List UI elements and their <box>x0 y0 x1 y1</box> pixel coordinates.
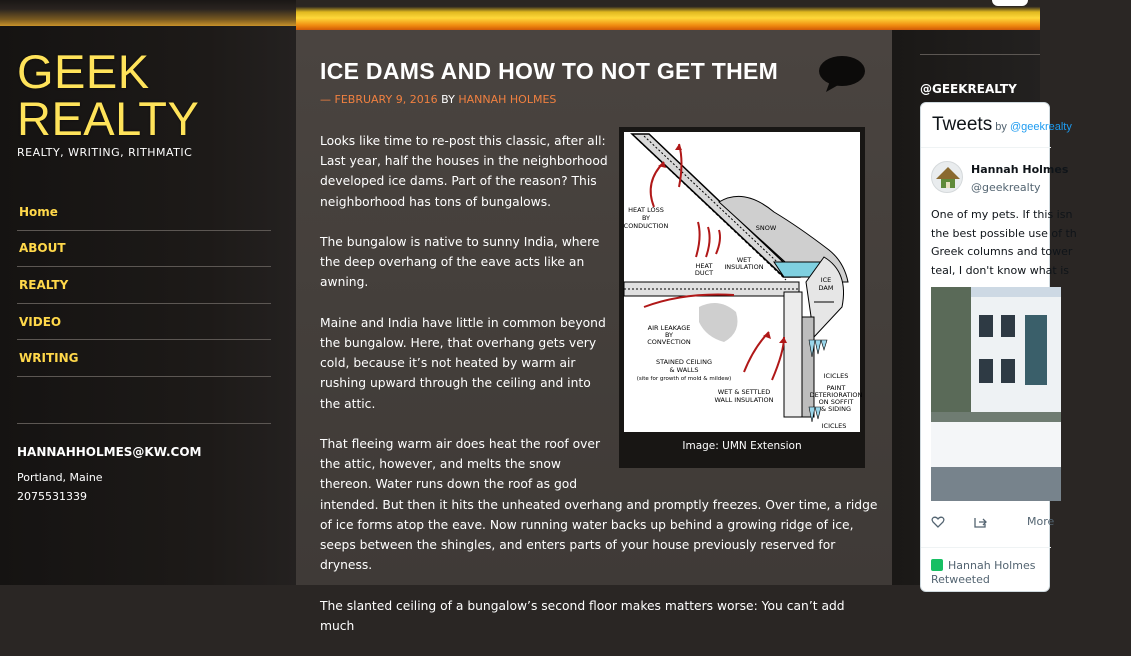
retweet-name[interactable]: Hannah Holmes <box>948 559 1036 572</box>
tweet-line-3: Greek columns and tower <box>931 245 1073 258</box>
tweet-text <box>931 206 1131 280</box>
label-paint-1: PAINT <box>826 384 846 392</box>
tweet-photo[interactable] <box>931 287 1061 501</box>
post-meta <box>320 93 556 106</box>
label-stained-1: STAINED CEILING <box>656 358 712 366</box>
post-paragraph-1: Looks like time to re-post this classic, after all: Last year, half the houses in the neighborhood developed ice dams. Part of the reason? This neighborhood has tons of bungalows. <box>320 134 608 209</box>
nav-link-writing[interactable]: WRITING <box>19 351 79 366</box>
tweets-separator <box>921 147 1051 148</box>
contact-phone: 2075531339 <box>17 490 87 503</box>
label-heat-loss-3: CONDUCTION <box>623 222 669 230</box>
top-gradient-left <box>0 0 296 26</box>
label-heat-duct-2: DUCT <box>694 269 714 277</box>
house-logo-icon <box>932 162 964 194</box>
figure-caption: Image: UMN Extension <box>682 440 802 452</box>
label-air-leakage-2: BY <box>664 331 674 339</box>
post-paragraph-5: The slanted ceiling of a bungalow’s second floor makes matters worse: You can’t add much <box>320 598 845 633</box>
post-paragraph-3: Maine and India have little in common beyond the bungalow. Here, that overhang gets very cold, because it’s not heated by warm air rushing upward through the ceiling and into the attic. <box>320 315 606 411</box>
tweets-by-handle[interactable]: @geekrealty <box>1009 121 1072 133</box>
label-air-leakage-3: CONVECTION <box>647 338 691 346</box>
contact-city: Portland, Maine <box>17 471 103 484</box>
nav-item-video[interactable] <box>17 304 271 341</box>
post-date-prefix: — <box>320 93 335 106</box>
tweets-title: Tweets <box>932 114 993 135</box>
nav-link-home[interactable]: Home <box>19 204 58 219</box>
nav-item-writing[interactable] <box>17 340 271 377</box>
main-content <box>296 30 892 633</box>
post-author[interactable]: HANNAH HOLMES <box>458 93 557 106</box>
post-figure <box>619 127 865 468</box>
label-wet-insulation-1: WET <box>736 256 752 264</box>
site-title-line2[interactable]: REALTY <box>17 92 200 145</box>
tweets-by: by <box>992 121 1010 133</box>
like-heart-icon[interactable] <box>931 515 945 529</box>
label-heat-loss-2: BY <box>641 214 651 222</box>
nav-item-home[interactable] <box>17 194 271 231</box>
retweet-icon <box>931 559 943 571</box>
contact-email[interactable]: HANNAHHOLMES@KW.COM <box>17 445 202 459</box>
retweet-label: Retweeted <box>931 573 990 586</box>
label-ice-dam-1: ICE <box>820 276 832 284</box>
tweets-header <box>932 114 1072 136</box>
nav-item-about[interactable] <box>17 231 271 268</box>
nav-link-realty[interactable]: REALTY <box>19 277 69 292</box>
share-icon[interactable] <box>973 515 987 529</box>
right-sidebar-divider <box>920 54 1040 55</box>
label-wet-settled-2: WALL INSULATION <box>714 396 774 404</box>
retweet-indicator <box>931 559 1035 587</box>
right-sidebar <box>892 30 1077 586</box>
nav-link-about[interactable]: ABOUT <box>19 241 66 256</box>
label-heat-duct-1: HEAT <box>695 262 713 270</box>
site-title-line1[interactable]: GEEK <box>17 45 150 98</box>
top-gradient-right <box>296 0 1040 30</box>
post-by: BY <box>437 93 459 106</box>
label-air-leakage-1: AIR LEAKAGE <box>647 324 691 332</box>
tweet-line-4: teal, I don't know what is <box>931 263 1069 277</box>
label-icicles-1: ICICLES <box>823 372 849 380</box>
top-widget-tab[interactable] <box>992 0 1028 6</box>
comment-bubble-icon[interactable] <box>818 54 866 96</box>
tweet-author-name[interactable]: Hannah Holmes <box>971 163 1069 176</box>
site-title[interactable] <box>17 45 200 145</box>
label-paint-3: ON SOFFIT <box>818 398 854 406</box>
post-paragraph-4b: intended. But then it hits the unheated overhang and promptly freezes. Over time, a ridge of ice forms atop the eave. Now running water backs up behind a growing ridge of ice, seeps between the shingles, and enters parts of your house previously reserved for dryness. <box>320 497 878 573</box>
twitter-heading: @GEEKREALTY <box>920 82 1017 96</box>
left-sidebar <box>0 26 296 585</box>
twitter-timeline[interactable] <box>920 102 1077 592</box>
avatar[interactable] <box>931 161 963 193</box>
sidebar-divider <box>17 423 271 424</box>
label-wet-settled-1: WET & SETTLED <box>717 388 771 396</box>
post-paragraph-2: The bungalow is native to sunny India, where the deep overhang of the eave acts like an awning. <box>320 235 600 290</box>
label-snow: SNOW <box>755 224 777 232</box>
ice-dam-diagram[interactable] <box>623 132 863 432</box>
nav-item-realty[interactable] <box>17 267 271 304</box>
label-heat-loss-1: HEAT LOSS <box>628 206 664 214</box>
post-title[interactable]: ICE DAMS AND HOW TO NOT GET THEM <box>320 58 779 84</box>
nav-link-video[interactable]: VIDEO <box>19 314 62 329</box>
tweet-separator <box>921 547 1051 548</box>
label-stained-3: (site for growth of mold & mildew) <box>636 376 732 382</box>
label-ice-dam-2: DAM <box>818 284 834 292</box>
label-stained-2: & WALLS <box>669 366 699 374</box>
post-paragraph-4a: That fleeing warm air does heat the roof over the attic, however, and melts the snow thereon. Water runs down the roof as god <box>320 437 601 492</box>
main-nav <box>17 194 271 377</box>
post-date[interactable]: FEBRUARY 9, 2016 <box>334 93 438 106</box>
tweet-line-2: the best possible use of th <box>931 226 1077 240</box>
tweet-line-1: One of my pets. If this isn <box>931 208 1073 221</box>
label-paint-2: DETERIORATION <box>809 391 863 399</box>
label-wet-insulation-2: INSULATION <box>724 263 764 271</box>
tweet-author-handle[interactable]: @geekrealty <box>971 181 1041 194</box>
label-icicles-2: ICICLES <box>821 422 847 430</box>
site-tagline: REALTY, WRITING, RITHMATIC <box>17 146 193 159</box>
tweet-actions <box>931 515 1055 533</box>
tweet-more-link[interactable]: More <box>1027 515 1055 528</box>
label-paint-4: & SIDING <box>821 405 851 413</box>
